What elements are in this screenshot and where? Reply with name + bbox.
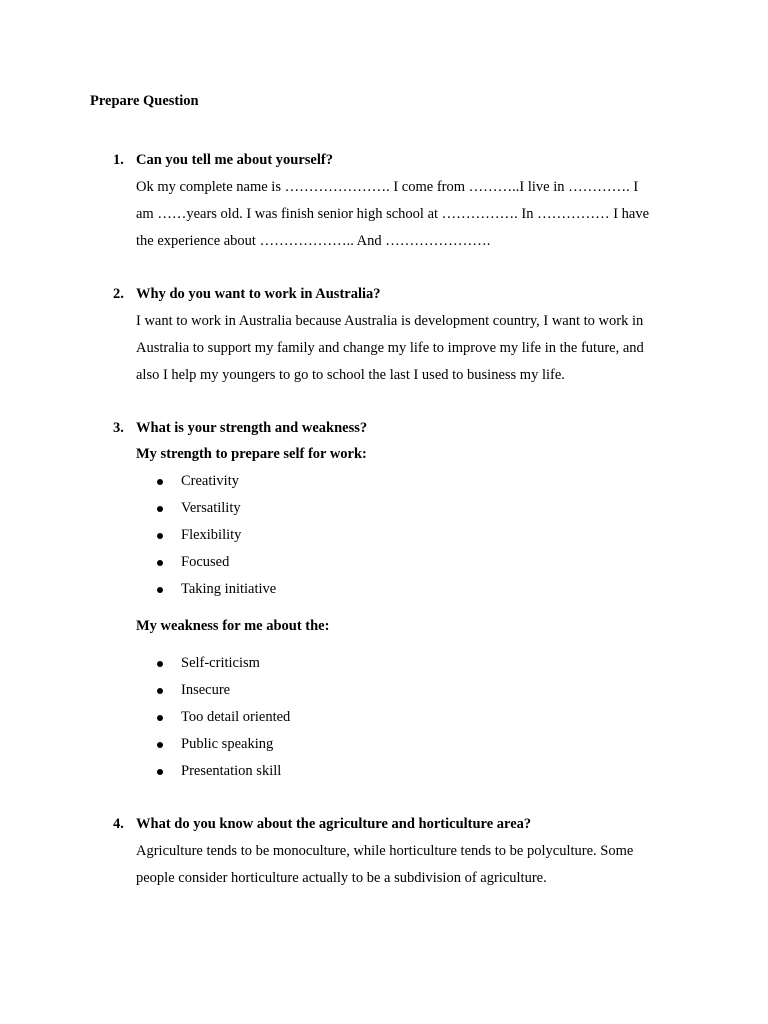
bullet-icon [157,479,163,485]
answer-line: Australia to support my family and change my life to improve my life in the future, and [136,340,644,356]
question-text: What do you know about the agriculture and horticulture area? [136,816,532,832]
list-item-label: Flexibility [181,527,242,543]
bullet-icon [157,688,163,694]
list-item-label: Creativity [181,473,239,489]
bullet-icon [157,742,163,748]
question-number: 1. [113,152,124,168]
bullet-icon [157,715,163,721]
answer-line: the experience about ……………….. And …………………. [136,233,491,249]
list-item-label: Versatility [181,500,241,516]
answer-line: Agriculture tends to be monoculture, while horticulture tends to be polyculture. Some [136,843,634,859]
bullet-icon [157,533,163,539]
list-item-label: Taking initiative [181,581,277,597]
question-heading [0,420,768,446]
bullet-icon [157,769,163,775]
answer-line: am ……years old. I was finish senior high school at ……………. In …………… I have [136,206,650,222]
question-text: Can you tell me about yourself? [136,152,333,168]
question-number: 2. [113,286,124,302]
bullet-icon [157,661,163,667]
bullet-icon [157,560,163,566]
strength-heading: My strength to prepare self for work: [136,446,367,462]
answer-line: Ok my complete name is …………………. I come from ………..I live in …………. I [136,179,639,195]
answer-paragraph [136,308,672,389]
list-item-label: Focused [181,554,230,570]
list-item-label: Too detail oriented [181,709,291,725]
question-number: 4. [113,816,124,832]
question-text: Why do you want to work in Australia? [136,286,381,302]
list-item-label: Insecure [181,682,231,698]
list-item-label: Public speaking [181,736,274,752]
question-4 [0,816,768,886]
bullet-icon [157,506,163,512]
question-3 [0,420,768,779]
bullet-icon [157,587,163,593]
weakness-heading: My weakness for me about the: [136,618,330,634]
answer-line: people consider horticulture actually to be a subdivision of agriculture. [136,870,547,886]
list-item-label: Presentation skill [181,763,282,779]
question-2 [0,286,768,383]
document-title: Prepare Question [90,93,199,109]
question-number: 3. [113,420,124,436]
list-item-label: Self-criticism [181,655,260,671]
answer-line: I want to work in Australia because Australia is development country, I want to work in [136,313,644,329]
question-text: What is your strength and weakness? [136,420,368,436]
answer-paragraph [136,838,672,892]
question-1 [0,152,768,249]
answer-line: also I help my youngers to go to school the last I used to business my life. [136,367,565,383]
answer-paragraph [136,174,672,255]
